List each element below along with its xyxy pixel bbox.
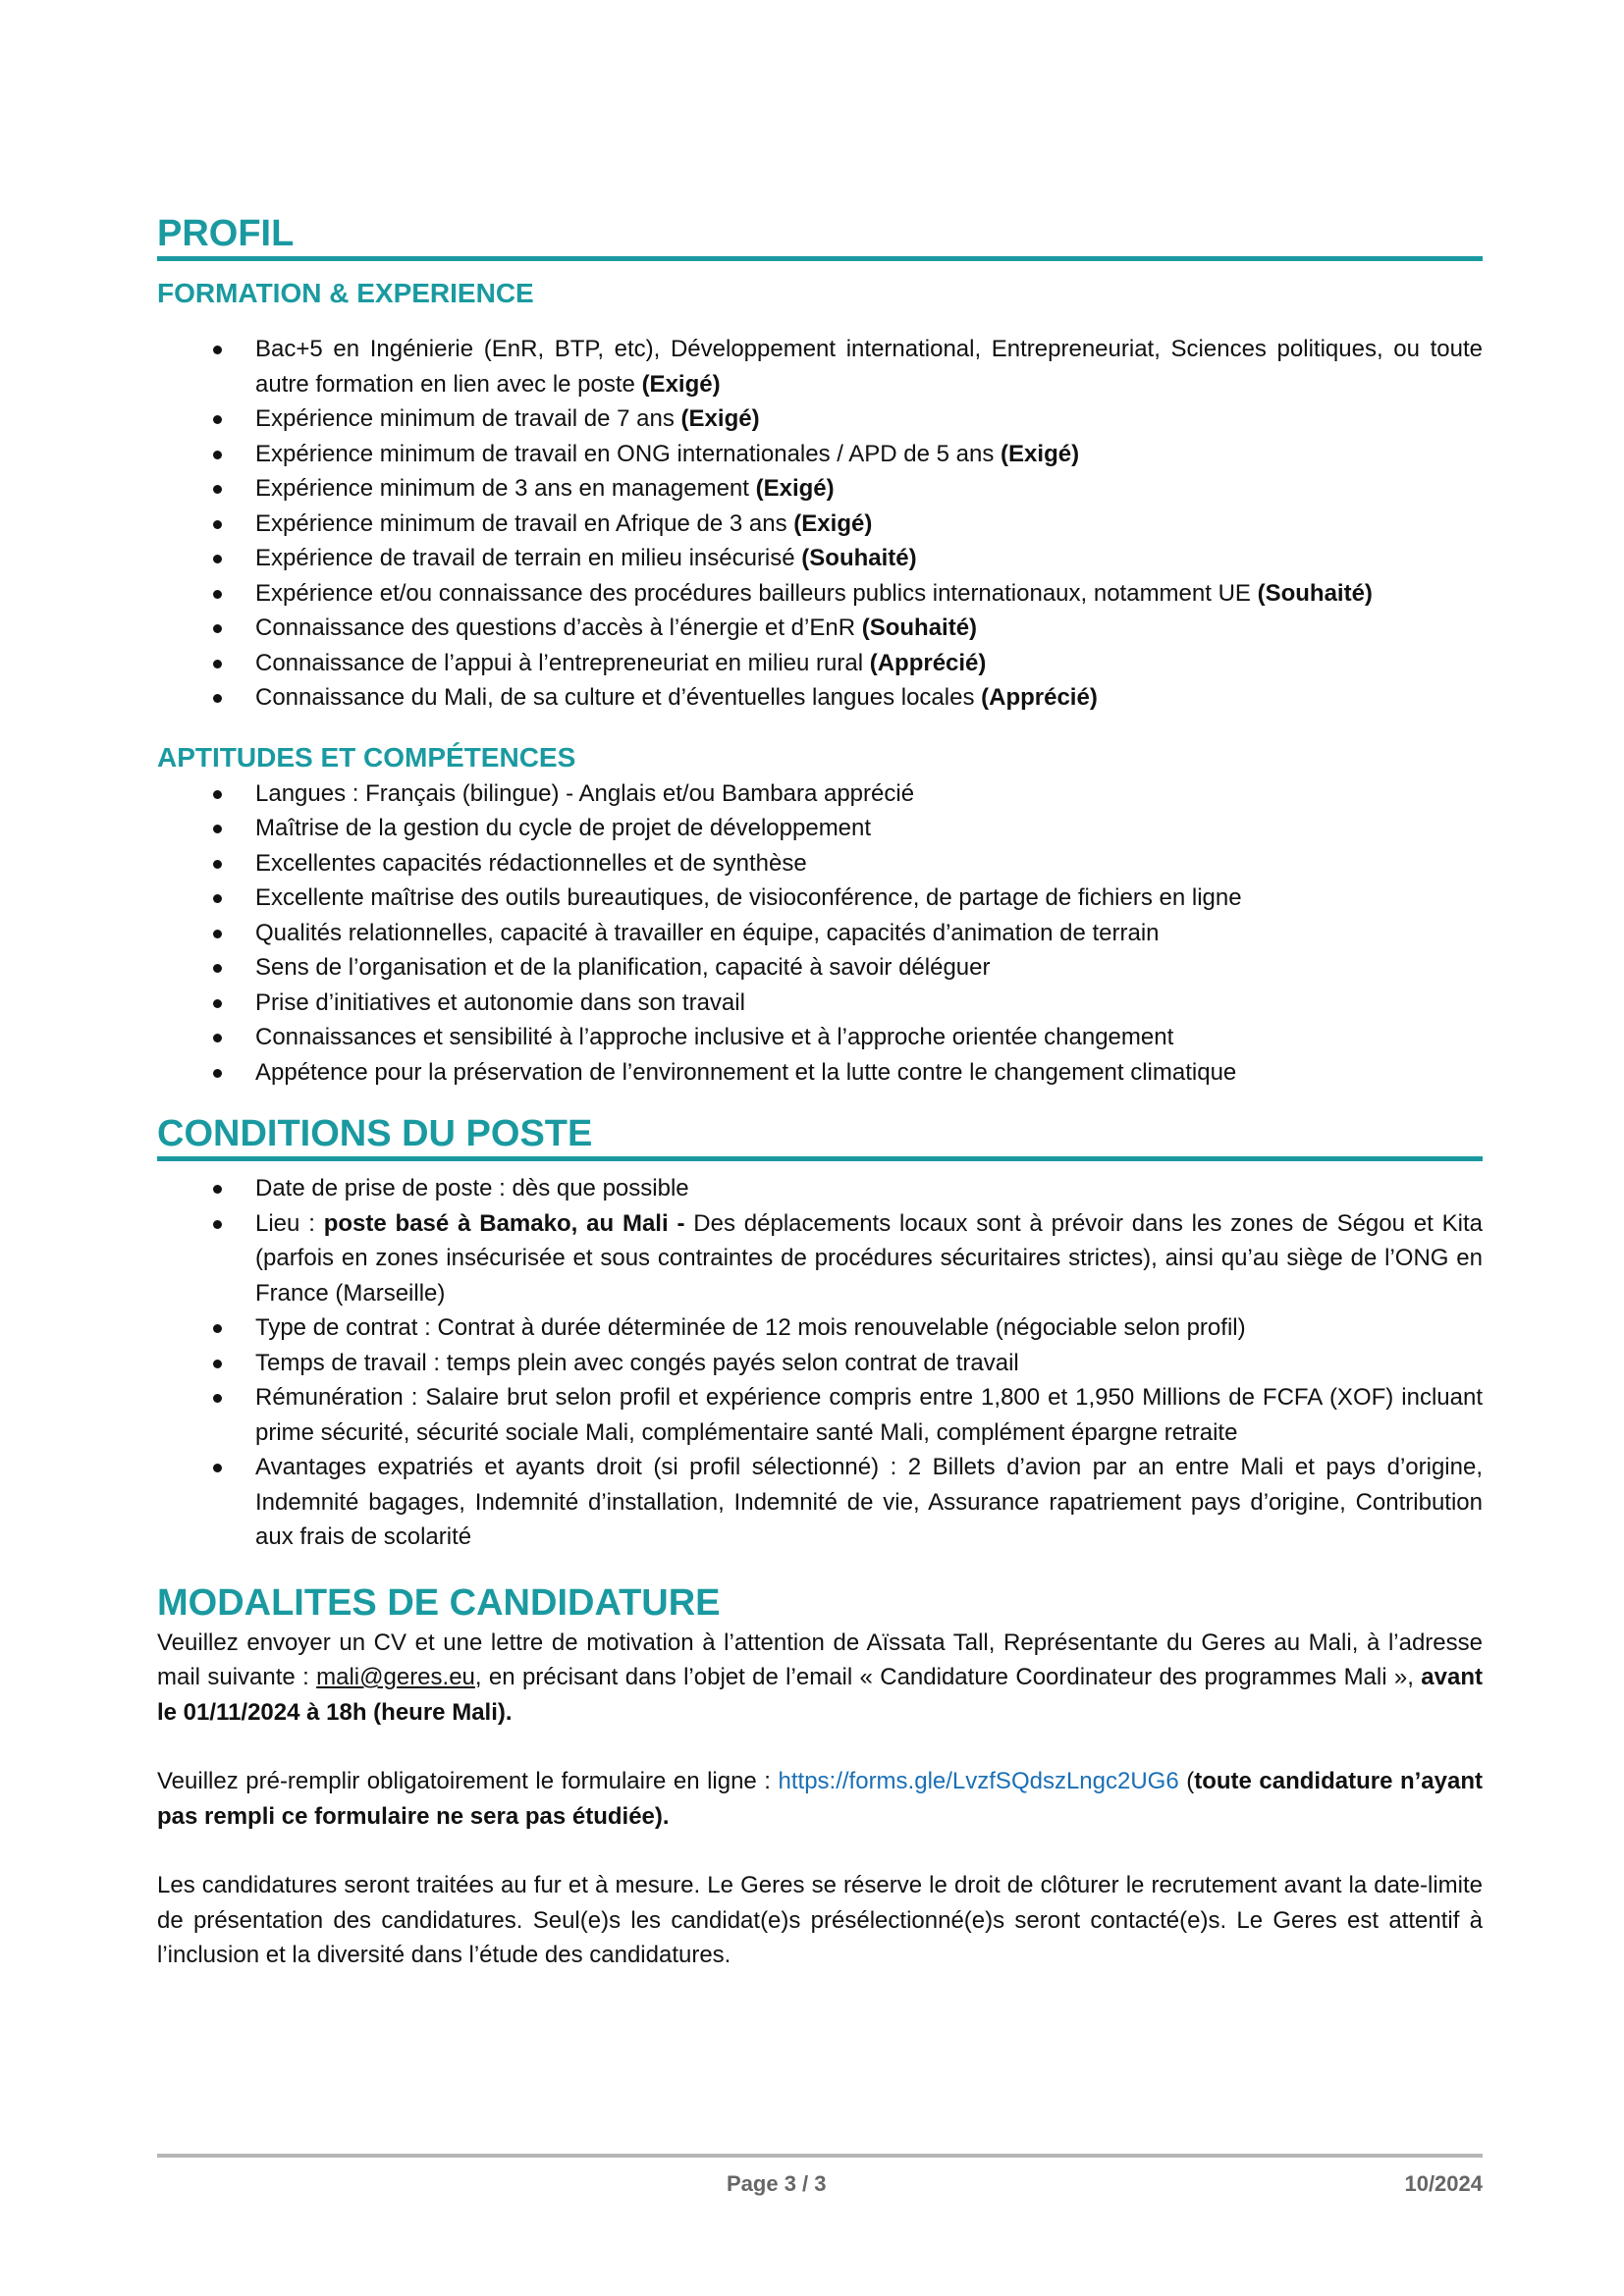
list-item: Expérience minimum de travail de 7 ans (Exigé) <box>157 401 1483 437</box>
list-item: Maîtrise de la gestion du cycle de projet de développement <box>157 811 1483 846</box>
process-note: Les candidatures seront traitées au fur et à mesure. Le Geres se réserve le droit de clôturer le recrutement avant la date-limite de présentation des candidatures. Seul(e)s les candidat(e)s présélectionné(e)s seront contacté(e)s. Le Geres est attentif à l’inclusion et la diversité dans l’étude des candidatures. <box>157 1872 1483 1968</box>
bullet-icon <box>213 590 222 599</box>
section-title-modalites: MODALITES DE CANDIDATURE <box>157 1581 721 1624</box>
list-item: Expérience minimum de travail en Afrique de 3 ans (Exigé) <box>157 507 1483 542</box>
bullet-icon <box>213 790 222 799</box>
footer-date: 10/2024 <box>1404 2171 1483 2196</box>
form-instructions: Veuillez pré-remplir obligatoirement le formulaire en ligne : https://forms.gle/LvzfSQdszLngc2UG6 (toute candidature n’ayant pas rempli ce formulaire ne sera pas étudiée). <box>157 1768 1483 1830</box>
bullet-icon <box>213 485 222 494</box>
list-item: Bac+5 en Ingénierie (EnR, BTP, etc), Développement international, Entrepreneuriat, Sciences politiques, ou toute autre formation en lien avec le poste (Exigé) <box>157 332 1483 401</box>
application-instructions: Veuillez envoyer un CV et une lettre de motivation à l’attention de Aïssata Tall, Représentante du Geres au Mali, à l’adresse mail suivante : mali@geres.eu, en précisant dans l’objet de l’email « Candidature Coordinateur des programmes Mali », avant le 01/11/2024 à 18h (heure Mali). <box>157 1629 1483 1726</box>
page-footer <box>157 2154 1483 2196</box>
conditions-list <box>157 1171 1483 1555</box>
list-item: Lieu : poste basé à Bamako, au Mali - Des déplacements locaux sont à prévoir dans les zones de Ségou et Kita (parfois en zones insécurisée et sous contraintes de procédures sécuritaires strictes), ainsi qu’au siège de l’ONG en France (Marseille) <box>157 1206 1483 1311</box>
list-item: Avantages expatriés et ayants droit (si profil sélectionné) : 2 Billets d’avion par an entre Mali et pays d’origine, Indemnité bagages, Indemnité d’installation, Indemnité de vie, Assurance rapatriement pays d’origine, Contribution aux frais de scolarité <box>157 1450 1483 1555</box>
bullet-icon <box>213 964 222 973</box>
aptitudes-list <box>157 776 1483 1091</box>
subsection-title-formation: FORMATION & EXPERIENCE <box>157 278 534 308</box>
section-title-profil: PROFIL <box>157 211 1483 261</box>
list-item: Connaissance de l’appui à l’entrepreneuriat en milieu rural (Apprécié) <box>157 646 1483 681</box>
form-link[interactable]: https://forms.gle/LvzfSQdszLngc2UG6 <box>778 1768 1179 1794</box>
list-item: Prise d’initiatives et autonomie dans son travail <box>157 986 1483 1021</box>
bullet-icon <box>213 860 222 869</box>
bullet-icon <box>213 415 222 424</box>
list-item: Connaissance des questions d’accès à l’énergie et d’EnR (Souhaité) <box>157 611 1483 646</box>
bullet-icon <box>213 520 222 529</box>
section-title-conditions: CONDITIONS DU POSTE <box>157 1111 1483 1161</box>
list-item: Temps de travail : temps plein avec congés payés selon contrat de travail <box>157 1346 1483 1381</box>
list-item: Appétence pour la préservation de l’environnement et la lutte contre le changement climatique <box>157 1055 1483 1091</box>
document-page <box>157 211 1483 1973</box>
email-link[interactable]: mali@geres.eu <box>316 1664 475 1690</box>
bullet-icon <box>213 894 222 903</box>
list-item: Expérience de travail de terrain en milieu insécurisé (Souhaité) <box>157 541 1483 576</box>
bullet-icon <box>213 555 222 563</box>
list-item: Langues : Français (bilingue) - Anglais et/ou Bambara apprécié <box>157 776 1483 812</box>
bullet-icon <box>213 1034 222 1042</box>
bullet-icon <box>213 1185 222 1194</box>
bullet-icon <box>213 660 222 668</box>
list-item: Qualités relationnelles, capacité à travailler en équipe, capacités d’animation de terrain <box>157 916 1483 951</box>
bullet-icon <box>213 451 222 459</box>
bullet-icon <box>213 1324 222 1333</box>
formation-list <box>157 332 1483 716</box>
list-item: Excellentes capacités rédactionnelles et de synthèse <box>157 846 1483 881</box>
list-item: Sens de l’organisation et de la planification, capacité à savoir déléguer <box>157 950 1483 986</box>
list-item: Connaissance du Mali, de sa culture et d’éventuelles langues locales (Apprécié) <box>157 680 1483 716</box>
bullet-icon <box>213 1220 222 1229</box>
bullet-icon <box>213 1464 222 1472</box>
list-item: Expérience et/ou connaissance des procédures bailleurs publics internationaux, notamment UE (Souhaité) <box>157 576 1483 612</box>
bullet-icon <box>213 999 222 1008</box>
bullet-icon <box>213 624 222 633</box>
bullet-icon <box>213 346 222 354</box>
bullet-icon <box>213 1394 222 1403</box>
subsection-title-aptitudes: APTITUDES ET COMPÉTENCES <box>157 741 576 773</box>
list-item: Expérience minimum de 3 ans en management (Exigé) <box>157 471 1483 507</box>
page-number: Page 3 / 3 <box>727 2171 827 2196</box>
bullet-icon <box>213 825 222 833</box>
list-item: Connaissances et sensibilité à l’approche inclusive et à l’approche orientée changement <box>157 1020 1483 1055</box>
list-item: Expérience minimum de travail en ONG internationales / APD de 5 ans (Exigé) <box>157 437 1483 472</box>
bullet-icon <box>213 694 222 703</box>
list-item: Type de contrat : Contrat à durée déterminée de 12 mois renouvelable (négociable selon profil) <box>157 1310 1483 1346</box>
bullet-icon <box>213 930 222 938</box>
bullet-icon <box>213 1360 222 1368</box>
list-item: Rémunération : Salaire brut selon profil et expérience compris entre 1,800 et 1,950 Millions de FCFA (XOF) incluant prime sécurité, sécurité sociale Mali, complémentaire santé Mali, complément épargne retraite <box>157 1380 1483 1450</box>
bullet-icon <box>213 1069 222 1078</box>
list-item: Date de prise de poste : dès que possible <box>157 1171 1483 1206</box>
list-item: Excellente maîtrise des outils bureautiques, de visioconférence, de partage de fichiers en ligne <box>157 881 1483 916</box>
